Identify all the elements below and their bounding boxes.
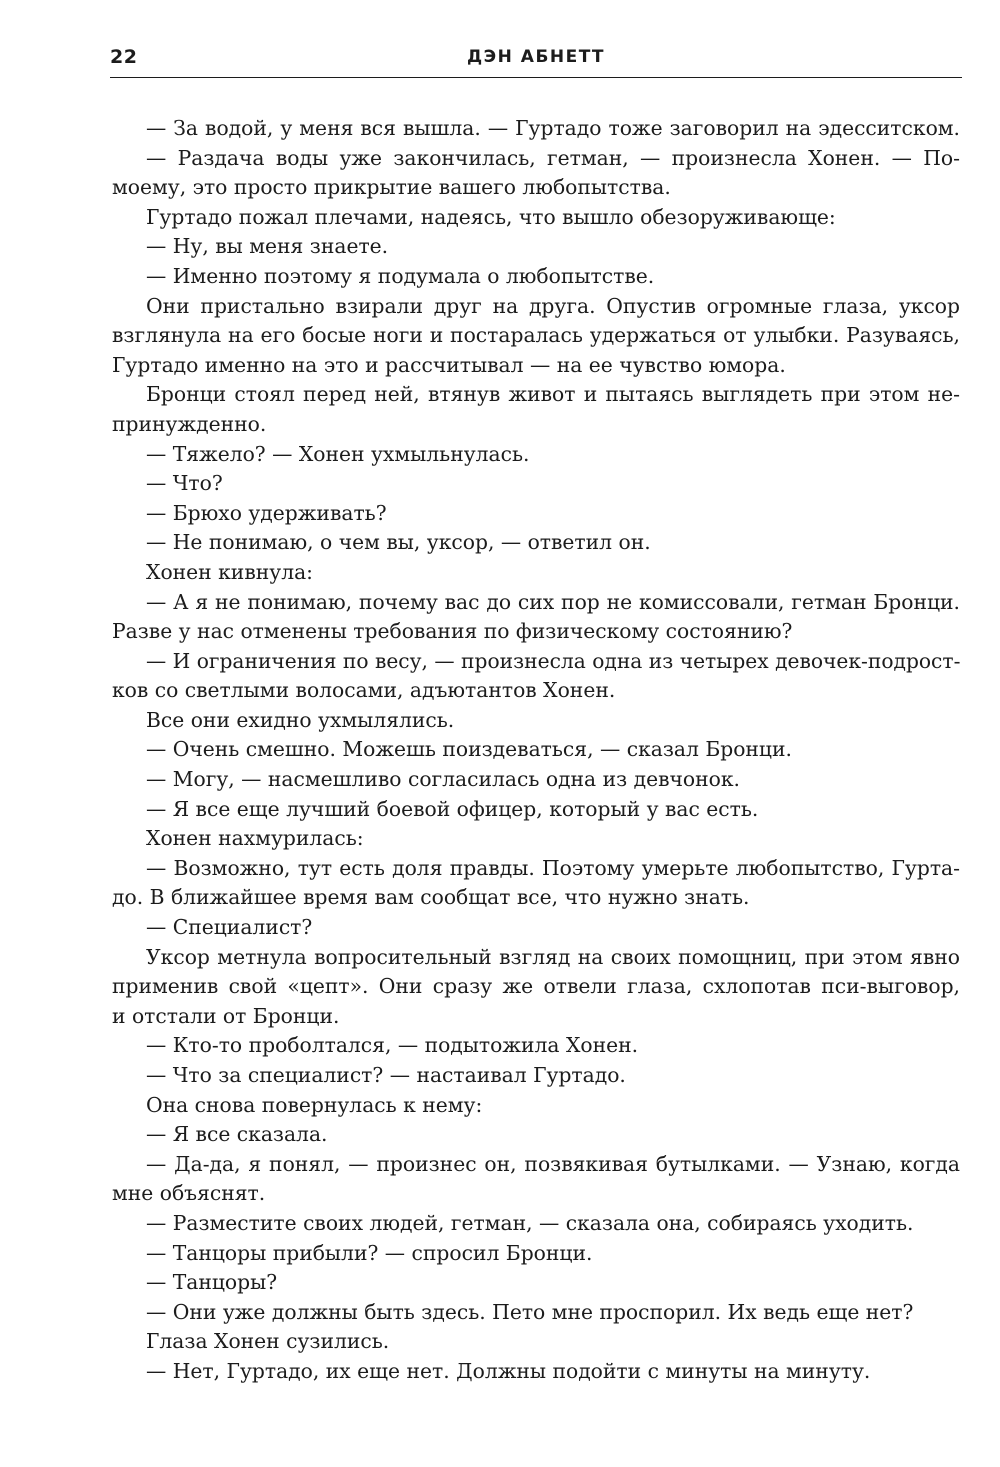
text-line: взглянула на его босые ноги и постаралась удержаться от улыбки. Разуваясь, (112, 323, 960, 348)
running-head: ДЭН АБНЕТТ (467, 47, 605, 67)
body-text (112, 114, 960, 1387)
text-line: — Я все еще лучший боевой офицер, который у вас есть. (146, 796, 759, 821)
text-line: принужденно. (112, 411, 267, 436)
text-line: Все они ехидно ухмылялись. (146, 707, 455, 732)
text-line: Гуртадо пожал плечами, надеясь, что вышло обезоруживающе: (146, 204, 836, 229)
text-line: Хонен нахмурилась: (146, 826, 364, 851)
text-line: — Разместите своих людей, гетман, — сказала она, собираясь уходить. (146, 1210, 914, 1235)
text-line: — Они уже должны быть здесь. Пето мне проспорил. Их ведь еще нет? (146, 1299, 914, 1324)
text-line: — Нет, Гуртадо, их еще нет. Должны подойти с минуты на минуту. (146, 1358, 871, 1383)
header-rule (110, 77, 962, 78)
text-line: — Возможно, тут есть доля правды. Поэтому умерьте любопытство, Гурта- (146, 855, 960, 880)
text-line: — За водой, у меня вся вышла. — Гуртадо тоже заговорил на эдесситском. (146, 116, 960, 140)
text-line: применив свой «цепт». Они сразу же отвели глаза, схлопотав пси-выговор, (112, 974, 960, 999)
text-line: Уксор метнула вопросительный взгляд на своих помощниц, при этом явно (146, 944, 960, 969)
text-line: — Не понимаю, о чем вы, уксор, — ответил он. (146, 530, 651, 555)
text-line: Бронци стоял перед ней, втянув живот и пытаясь выглядеть при этом не- (146, 382, 960, 407)
text-line: — И ограничения по весу, — произнесла одна из четырех девочек-подрост- (146, 648, 961, 673)
text-line: — Очень смешно. Можешь поиздеваться, — сказал Бронци. (146, 737, 792, 762)
text-line: и отстали от Бронци. (112, 1003, 340, 1028)
text-line: — Танцоры прибыли? — спросил Бронци. (146, 1240, 593, 1265)
text-line: Глаза Хонен сузились. (146, 1329, 390, 1354)
text-line: — Кто-то проболтался, — подытожила Хонен. (146, 1033, 639, 1058)
text-line: — Специалист? (146, 915, 313, 940)
text-line: моему, это просто прикрытие вашего любопытства. (112, 175, 671, 200)
text-line: — Что? (146, 471, 223, 496)
text-line: ков со светлыми волосами, адъютантов Хонен. (112, 678, 616, 703)
text-line: — Тяжело? — Хонен ухмыльнулась. (146, 441, 530, 466)
text-line: — А я не понимаю, почему вас до сих пор не комиссовали, гетман Бронци. (146, 589, 960, 614)
text-line: — Да-да, я понял, — произнес он, позвякивая бутылками. — Узнаю, когда (146, 1151, 960, 1176)
text-line: Хонен кивнула: (146, 559, 314, 584)
text-line: Гуртадо именно на это и рассчитывал — на ее чувство юмора. (112, 352, 786, 377)
page-header (110, 44, 962, 78)
text-line: Она снова повернулась к нему: (146, 1092, 483, 1117)
text-line: — Раздача воды уже закончилась, гетман, — произнесла Хонен. — По- (146, 145, 960, 170)
text-line: — Я все сказала. (146, 1122, 328, 1147)
text-line: Разве у нас отменены требования по физическому состоянию? (112, 619, 793, 644)
text-line: — Именно поэтому я подумала о любопытстве. (146, 263, 655, 288)
text-line: — Брюхо удерживать? (146, 500, 387, 525)
text-line: Они пристально взирали друг на друга. Опустив огромные глаза, уксор (146, 293, 960, 318)
text-line: — Танцоры? (146, 1270, 278, 1295)
page-number: 22 (110, 46, 138, 68)
text-line: — Что за специалист? — настаивал Гуртадо. (146, 1063, 626, 1087)
text-line: — Ну, вы меня знаете. (146, 234, 389, 259)
text-line: мне объяснят. (112, 1181, 266, 1206)
text-line: — Могу, — насмешливо согласилась одна из девчонок. (146, 767, 740, 792)
text-line: до. В ближайшее время вам сообщат все, что нужно знать. (112, 885, 750, 910)
